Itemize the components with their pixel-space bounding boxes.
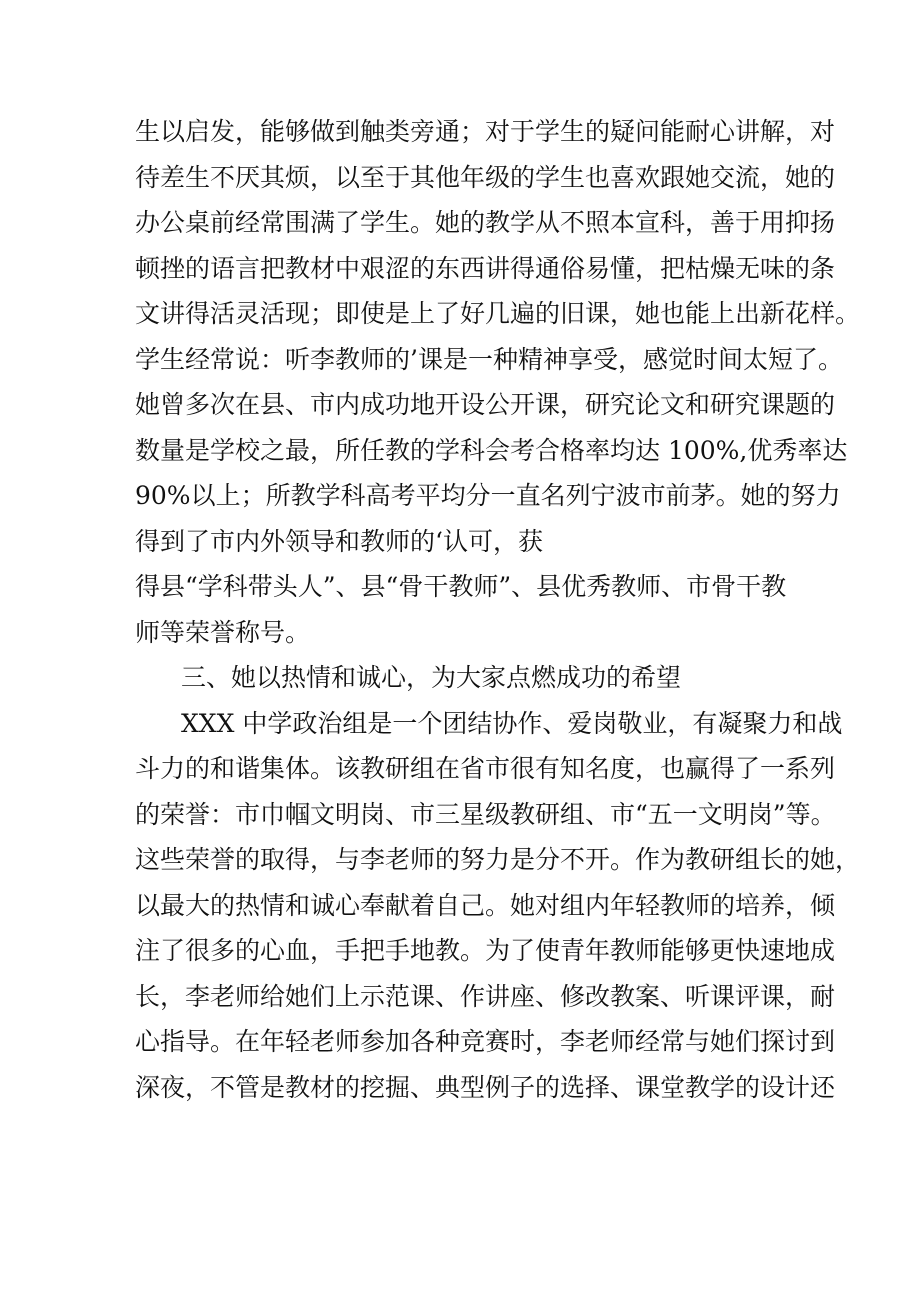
text-line: 办公桌前经常围满了学生。她的教学从不照本宣科，善于用抑扬 — [135, 208, 836, 237]
text-line: 得县“学科带头人”、县“骨干教师”、县优秀教师、市骨干教 — [135, 572, 787, 601]
text-line: 这些荣誉的取得，与李老师的努力是分不开。作为教研组长的她， — [135, 845, 861, 874]
text-line: 得到了市内外领导和教师的‘认可，获 — [135, 526, 543, 556]
paragraph-first-line: XXX 中学政治组是一个团结协作、爱岗敬业，有凝聚力和战 — [181, 708, 843, 738]
text-line: 待差生不厌其烦，以至于其他年级的学生也喜欢跟她交流，她的 — [135, 162, 836, 192]
text-line: 的荣誉：市巾帼文明岗、市三星级教研组、市“五一文明岗”等。 — [135, 799, 836, 829]
text-line: 数量是学校之最，所任教的学科会考合格率均达 100%,优秀率达 — [135, 435, 848, 465]
text-line: 注了很多的心血，手把手地教。为了使青年教师能够更快速地成 — [135, 936, 836, 965]
text-line: 深夜，不管是教材的挖掘、典型例子的选择、课堂教学的设计还 — [135, 1072, 836, 1102]
section-heading: 三、她以热情和诚心，为大家点燃成功的希望 — [181, 663, 682, 692]
text-line: 长，李老师给她们上示范课、作讲座、修改教案、听课评课，耐 — [135, 981, 836, 1011]
text-line: 生以启发，能够做到触类旁通；对于学生的疑问能耐心讲解，对 — [135, 117, 836, 146]
text-line: 她曾多次在县、市内成功地开设公开课，研究论文和研究课题的 — [135, 390, 836, 419]
text-line: 以最大的热情和诚心奉献着自己。她对组内年轻教师的培养，倾 — [135, 890, 836, 920]
text-line: 师等荣誉称号。 — [135, 617, 311, 647]
text-line: 顿挫的语言把教材中艰涩的东西讲得通俗易懂，把枯燥无味的条 — [135, 253, 836, 283]
text-line: 心指导。在年轻老师参加各种竞赛时，李老师经常与她们探讨到 — [135, 1027, 836, 1056]
text-line: 90%以上；所教学科高考平均分一直名列宁波市前茅。她的努力 — [135, 481, 841, 510]
text-line: 斗力的和谐集体。该教研组在省市很有知名度，也赢得了一系列 — [135, 754, 836, 783]
body-text — [135, 109, 861, 1110]
text-line: 文讲得活灵活现；即使是上了好几遍的旧课，她也能上出新花样。 — [135, 299, 861, 328]
text-line: 学生经常说：听李教师的’课是一种精神享受，感觉时间太短了。 — [135, 344, 843, 374]
